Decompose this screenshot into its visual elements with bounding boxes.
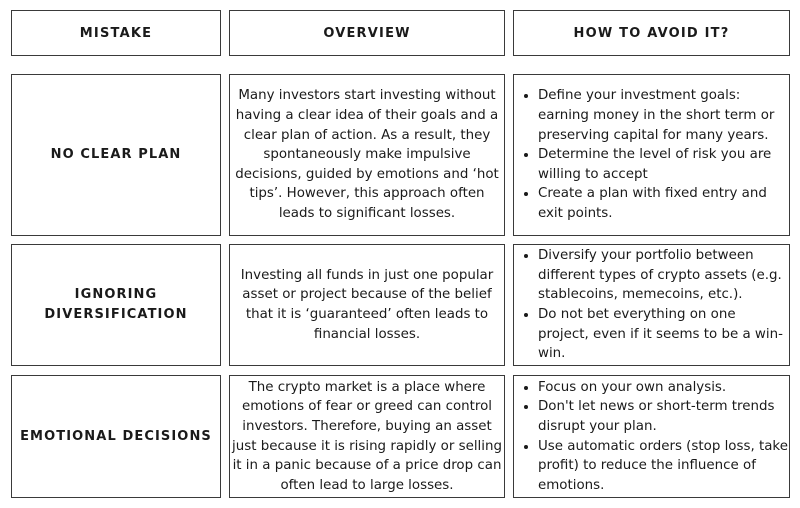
- header-overview-cell: [229, 10, 505, 56]
- row-1-avoid-list: [514, 86, 789, 223]
- row-2-mistake-cell: [11, 244, 221, 366]
- row-1-avoid-item: • Define your investment goals: earning money in the short term or preserving capital for many years.: [538, 86, 789, 145]
- row-2-avoid-item: • Diversify your portfolio between different types of crypto assets (e.g. stablecoins, memecoins, etc.).: [538, 246, 789, 305]
- row-1-mistake-cell: [11, 74, 221, 236]
- row-3-mistake-cell: [11, 375, 221, 498]
- row-1-avoid-item: • Create a plan with fixed entry and exit points.: [538, 184, 789, 223]
- row-1-mistake: NO CLEAR PLAN: [50, 147, 182, 162]
- header-overview-label: OVERVIEW: [323, 25, 411, 41]
- row-3-avoid-list: [514, 378, 789, 496]
- header-avoid-cell: [513, 10, 790, 56]
- row-2-overview-cell: [229, 244, 505, 366]
- row-3-overview: The crypto market is a place where emotions of fear or greed can control investors. Therefore, buying an asset just because it is rising rapidly or selling it in a panic because of a price drop can often lead to large losses.: [232, 379, 502, 493]
- header-mistake-cell: [11, 10, 221, 56]
- header-avoid-label: HOW TO AVOID IT?: [573, 25, 730, 41]
- row-1-overview-cell: [229, 74, 505, 236]
- row-3-avoid-item: • Use automatic orders (stop loss, take profit) to reduce the influence of emotions.: [538, 437, 789, 496]
- row-2-avoid-list: [514, 246, 789, 364]
- row-2-mistake: IGNORING DIVERSIFICATION: [44, 287, 188, 322]
- row-2-avoid-cell: [513, 244, 790, 366]
- row-1-avoid-cell: [513, 74, 790, 236]
- row-3-overview-cell: [229, 375, 505, 498]
- row-2-overview: Investing all funds in just one popular asset or project because of the belief that it is ‘guaranteed’ often leads to financial losses.: [240, 267, 494, 342]
- row-3-avoid-item: • Don't let news or short-term trends disrupt your plan.: [538, 397, 789, 436]
- row-1-overview: Many investors start investing without having a clear idea of their goals and a clear plan of action. As a result, they spontaneously make impulsive decisions, guided by emotions and ‘hot tips’. However, this approach often leads to significant losses.: [235, 88, 499, 221]
- row-2-avoid-item: • Do not bet everything on one project, even if it seems to be a win-win.: [538, 305, 789, 364]
- row-3-avoid-item: • Focus on your own analysis.: [538, 378, 789, 398]
- header-mistake-label: MISTAKE: [79, 25, 153, 41]
- row-3-mistake: EMOTIONAL DECISIONS: [20, 428, 212, 444]
- row-3-avoid-cell: [513, 375, 790, 498]
- row-1-avoid-item: • Determine the level of risk you are willing to accept: [538, 145, 789, 184]
